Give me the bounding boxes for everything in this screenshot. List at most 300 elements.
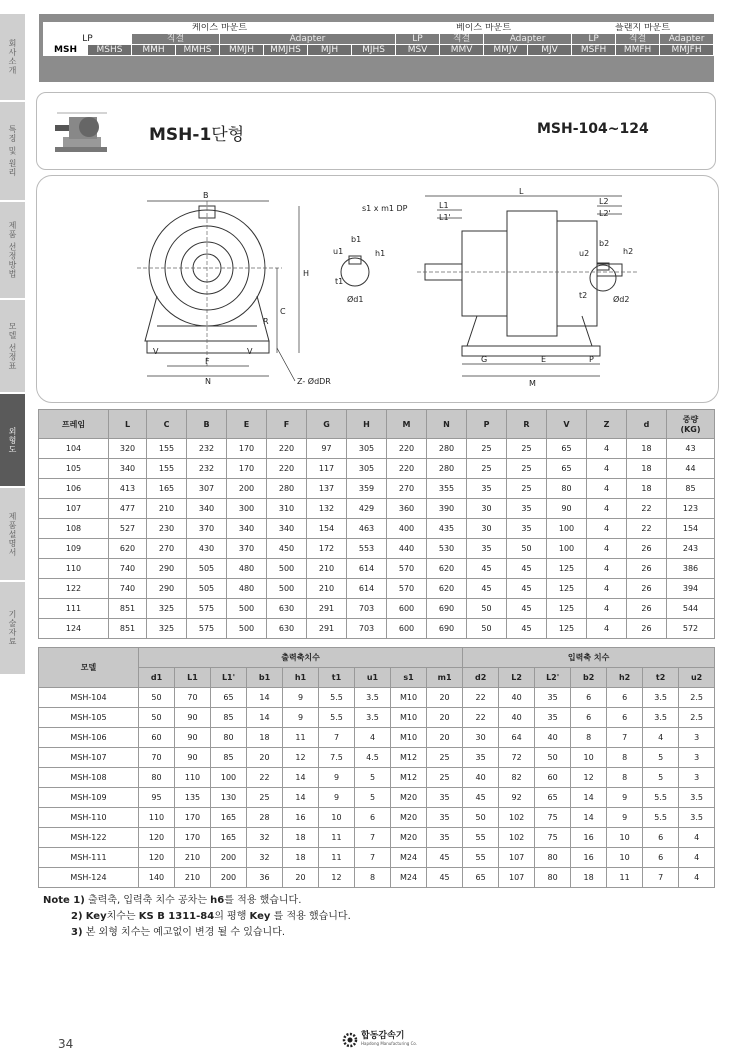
nav-model-mmjv[interactable]: MMJV <box>484 45 528 56</box>
column-header: L <box>109 410 147 439</box>
table-cell: 340 <box>187 499 227 519</box>
gear-logo-icon <box>342 1032 358 1048</box>
table-cell: 6 <box>607 708 643 728</box>
nav-flange-lp[interactable]: LP <box>572 34 616 45</box>
table-cell: 243 <box>667 539 715 559</box>
table-cell: 232 <box>187 459 227 479</box>
dim-label: Ød2 <box>613 295 630 304</box>
table-cell: 32 <box>247 828 283 848</box>
nav-base-adapter[interactable]: Adapter <box>484 34 572 45</box>
dim-label: R <box>263 317 269 326</box>
nav-base-direct[interactable]: 직결 <box>440 34 484 45</box>
table-row <box>39 728 715 748</box>
table-cell: MSH-109 <box>39 788 139 808</box>
table-row <box>39 539 715 559</box>
note-1: Note 1) 출력축, 입력축 치수 공차는 h6를 적용 했습니다. <box>43 895 302 906</box>
table-cell: 270 <box>387 479 427 499</box>
dim-label: u2 <box>579 249 590 258</box>
table-cell: 3.5 <box>643 708 679 728</box>
table-cell: M20 <box>391 808 427 828</box>
table-cell: 22 <box>627 499 667 519</box>
table-cell: 65 <box>547 459 587 479</box>
table-cell: 45 <box>507 619 547 639</box>
nav-case-direct[interactable]: 직결 <box>132 34 220 45</box>
table-cell: 165 <box>211 828 247 848</box>
dim-label: H <box>303 269 310 278</box>
dim-label: Z- ØdDR <box>297 377 331 386</box>
table-cell: 600 <box>387 599 427 619</box>
side-tab-outline[interactable]: 외형도 <box>0 394 25 488</box>
table-cell: 4 <box>587 599 627 619</box>
table-cell: 25 <box>507 479 547 499</box>
table-cell: MSH-108 <box>39 768 139 788</box>
frame-dimension-table <box>38 409 715 639</box>
table-cell: 18 <box>283 828 319 848</box>
table-cell: 360 <box>387 499 427 519</box>
table-cell: 18 <box>247 728 283 748</box>
table-cell: 90 <box>547 499 587 519</box>
input-shaft-header: 입력축 치수 <box>463 648 715 668</box>
table-cell: 6 <box>607 688 643 708</box>
table-cell: 18 <box>283 848 319 868</box>
dim-label: u1 <box>333 247 344 256</box>
model-nav <box>43 22 714 56</box>
table-cell: 4 <box>587 499 627 519</box>
table-cell: 20 <box>283 868 319 888</box>
table-cell: 7 <box>607 728 643 748</box>
nav-model-mmjfh[interactable]: MMJFH <box>660 45 714 56</box>
table-row <box>39 688 715 708</box>
table-cell: 170 <box>227 439 267 459</box>
column-header: R <box>507 410 547 439</box>
table-cell: 165 <box>147 479 187 499</box>
nav-case-lp[interactable]: LP <box>44 34 132 45</box>
table-cell: 572 <box>667 619 715 639</box>
table-cell: 97 <box>307 439 347 459</box>
table-cell: 130 <box>211 788 247 808</box>
table-cell: 210 <box>175 848 211 868</box>
table-cell: 40 <box>535 728 571 748</box>
table-cell: 3.5 <box>643 688 679 708</box>
table-cell: 125 <box>547 559 587 579</box>
note-2: 2) Key치수는 KS B 1311-84의 평행 Key 를 적용 했습니다. <box>71 911 351 922</box>
table-cell: 50 <box>139 708 175 728</box>
table-cell: 140 <box>139 868 175 888</box>
table-row <box>39 768 715 788</box>
table-cell: 8 <box>607 748 643 768</box>
column-header: d <box>627 410 667 439</box>
table-cell: 614 <box>347 559 387 579</box>
side-tab-company[interactable]: 회사소개 <box>0 14 25 102</box>
table-cell: 85 <box>211 708 247 728</box>
table-cell: 120 <box>139 828 175 848</box>
table-cell: 82 <box>499 768 535 788</box>
table-cell: 35 <box>427 788 463 808</box>
table-cell: 500 <box>267 559 307 579</box>
table-cell: 155 <box>147 459 187 479</box>
table-cell: 2.5 <box>679 688 715 708</box>
table-cell: 370 <box>227 539 267 559</box>
table-cell: M12 <box>391 748 427 768</box>
dim-label: L1 <box>439 201 449 210</box>
dim-label: Ød1 <box>347 295 364 304</box>
column-header: m1 <box>427 668 463 688</box>
table-cell: 4 <box>679 828 715 848</box>
table-cell: 30 <box>463 728 499 748</box>
table-cell: 40 <box>499 688 535 708</box>
table-cell: 3 <box>679 728 715 748</box>
table-cell: 9 <box>607 788 643 808</box>
table-cell: 72 <box>499 748 535 768</box>
table-cell: 60 <box>139 728 175 748</box>
table-cell: 530 <box>427 539 467 559</box>
table-cell: 55 <box>463 848 499 868</box>
page-title: MSH-1단형 <box>149 125 245 145</box>
table-cell: 80 <box>211 728 247 748</box>
table-cell: 170 <box>227 459 267 479</box>
table-cell: 12 <box>571 768 607 788</box>
table-cell: 851 <box>109 599 147 619</box>
table-cell: 14 <box>571 788 607 808</box>
table-cell: 124 <box>39 619 109 639</box>
table-cell: M10 <box>391 708 427 728</box>
table-cell: 370 <box>187 519 227 539</box>
table-cell: 7 <box>355 848 391 868</box>
table-cell: 14 <box>247 708 283 728</box>
table-cell: 18 <box>627 439 667 459</box>
table-cell: 7.5 <box>319 748 355 768</box>
table-cell: 4 <box>587 439 627 459</box>
table-cell: 307 <box>187 479 227 499</box>
table-cell: 107 <box>39 499 109 519</box>
table-cell: 26 <box>627 579 667 599</box>
table-cell: 5.5 <box>319 688 355 708</box>
table-cell: 45 <box>467 559 507 579</box>
table-cell: 340 <box>267 519 307 539</box>
column-header: V <box>547 410 587 439</box>
table-cell: 35 <box>467 539 507 559</box>
column-header: 프레임 <box>39 410 109 439</box>
table-cell: 325 <box>147 619 187 639</box>
nav-model-mmv[interactable]: MMV <box>440 45 484 56</box>
dim-label: b1 <box>351 235 362 244</box>
table-cell: 35 <box>507 519 547 539</box>
table-cell: 430 <box>187 539 227 559</box>
table-cell: 4 <box>587 479 627 499</box>
table-cell: 630 <box>267 619 307 639</box>
table-cell: 3.5 <box>355 688 391 708</box>
table-cell: 50 <box>467 599 507 619</box>
table-cell: 291 <box>307 619 347 639</box>
table-cell: 16 <box>571 848 607 868</box>
dim-label: t2 <box>579 291 588 300</box>
table-cell: 477 <box>109 499 147 519</box>
table-cell: 35 <box>507 499 547 519</box>
table-cell: 30 <box>467 519 507 539</box>
nav-model-mmfh[interactable]: MMFH <box>616 45 660 56</box>
table-cell: 154 <box>667 519 715 539</box>
table-cell: 4.5 <box>355 748 391 768</box>
table-cell: 394 <box>667 579 715 599</box>
table-cell: 14 <box>283 768 319 788</box>
side-tab-selection[interactable]: 제품 선정방법 <box>0 202 25 300</box>
table-cell: 8 <box>607 768 643 788</box>
table-cell: 20 <box>427 688 463 708</box>
table-cell: 65 <box>535 788 571 808</box>
table-cell: 35 <box>427 808 463 828</box>
nav-model-mjh[interactable]: MJH <box>308 45 352 56</box>
table-cell: 200 <box>227 479 267 499</box>
side-tab-model-table[interactable]: 모델 선정표 <box>0 300 25 394</box>
table-header-row <box>39 410 715 439</box>
dim-label: N <box>205 377 211 386</box>
table-cell: 45 <box>427 868 463 888</box>
table-cell: 11 <box>319 828 355 848</box>
table-cell: 305 <box>347 439 387 459</box>
table-cell: 480 <box>227 579 267 599</box>
table-cell: 11 <box>319 848 355 868</box>
nav-flange-mount[interactable]: 플랜지 마운트 <box>572 23 714 34</box>
table-cell: 3 <box>679 768 715 788</box>
reducer-thumbnail-icon <box>51 105 113 157</box>
table-cell: 170 <box>175 808 211 828</box>
table-cell: 8 <box>355 868 391 888</box>
table-cell: 55 <box>463 828 499 848</box>
table-cell: 105 <box>39 459 109 479</box>
notes <box>43 893 351 941</box>
table-cell: 85 <box>211 748 247 768</box>
table-cell: MSH-124 <box>39 868 139 888</box>
column-header: L2' <box>535 668 571 688</box>
table-cell: 90 <box>175 748 211 768</box>
nav-case-mount[interactable]: 케이스 마운트 <box>44 23 396 34</box>
dim-label: t1 <box>335 277 344 286</box>
table-cell: 40 <box>499 708 535 728</box>
table-row <box>39 499 715 519</box>
column-header: h2 <box>607 668 643 688</box>
table-cell: 4 <box>587 559 627 579</box>
dim-label: P <box>589 355 594 364</box>
table-cell: 210 <box>147 499 187 519</box>
table-cell: 44 <box>667 459 715 479</box>
table-cell: 22 <box>463 708 499 728</box>
table-cell: 310 <box>267 499 307 519</box>
dim-label: h2 <box>623 247 634 256</box>
nav-model-mmjhs[interactable]: MMJHS <box>264 45 308 56</box>
table-cell: 25 <box>507 459 547 479</box>
table-cell: 500 <box>227 619 267 639</box>
table-cell: 290 <box>147 579 187 599</box>
table-cell: 80 <box>139 768 175 788</box>
table-cell: 280 <box>267 479 307 499</box>
dim-label: V <box>153 347 159 356</box>
table-cell: 320 <box>109 439 147 459</box>
table-cell: MSH-104 <box>39 688 139 708</box>
table-row <box>39 868 715 888</box>
table-cell: 90 <box>175 708 211 728</box>
table-cell: 300 <box>227 499 267 519</box>
table-cell: MSH-122 <box>39 828 139 848</box>
shaft-dimension-table <box>38 647 715 888</box>
table-cell: 4 <box>679 848 715 868</box>
table-cell: 3 <box>679 748 715 768</box>
table-row <box>39 708 715 728</box>
table-cell: 740 <box>109 579 147 599</box>
table-cell: 109 <box>39 539 109 559</box>
table-cell: 16 <box>571 828 607 848</box>
table-cell: 170 <box>175 828 211 848</box>
table-cell: 620 <box>427 559 467 579</box>
table-cell: 570 <box>387 579 427 599</box>
table-cell: 165 <box>211 808 247 828</box>
nav-model-mmhs[interactable]: MMHS <box>176 45 220 56</box>
table-cell: 220 <box>267 459 307 479</box>
table-cell: M24 <box>391 868 427 888</box>
table-cell: 5.5 <box>643 808 679 828</box>
table-cell: 172 <box>307 539 347 559</box>
table-cell: 65 <box>211 688 247 708</box>
nav-base-mount[interactable]: 베이스 마운트 <box>396 23 572 34</box>
table-cell: 35 <box>463 748 499 768</box>
side-tab-features[interactable]: 특징 및 원리 <box>0 102 25 202</box>
table-cell: 7 <box>643 868 679 888</box>
table-cell: 117 <box>307 459 347 479</box>
nav-flange-adapter[interactable]: Adapter <box>660 34 714 45</box>
table-cell: 7 <box>355 828 391 848</box>
column-header: L1 <box>175 668 211 688</box>
table-cell: 4 <box>587 579 627 599</box>
dim-label: G <box>481 355 488 364</box>
table-cell: 20 <box>427 728 463 748</box>
table-cell: 200 <box>211 848 247 868</box>
nav-model-msh[interactable]: MSH <box>44 45 88 56</box>
table-cell: 137 <box>307 479 347 499</box>
table-cell: 4 <box>587 459 627 479</box>
table-cell: 600 <box>387 619 427 639</box>
table-cell: 16 <box>283 808 319 828</box>
nav-model-mmh[interactable]: MMH <box>132 45 176 56</box>
nav-model-msfh[interactable]: MSFH <box>572 45 616 56</box>
table-cell: 104 <box>39 439 109 459</box>
table-cell: 6 <box>643 848 679 868</box>
table-cell: 429 <box>347 499 387 519</box>
table-cell: 386 <box>667 559 715 579</box>
table-cell: 230 <box>147 519 187 539</box>
table-cell: 80 <box>547 479 587 499</box>
table-cell: 22 <box>627 519 667 539</box>
table-cell: 36 <box>247 868 283 888</box>
table-cell: 85 <box>667 479 715 499</box>
table-cell: 527 <box>109 519 147 539</box>
dim-label: L1' <box>439 213 451 222</box>
column-header: Z <box>587 410 627 439</box>
table-cell: 280 <box>427 459 467 479</box>
model-header: 모델 <box>39 648 139 688</box>
column-header: M <box>387 410 427 439</box>
table-cell: 575 <box>187 619 227 639</box>
nav-case-adapter[interactable]: Adapter <box>220 34 396 45</box>
nav-model-mjv[interactable]: MJV <box>528 45 572 56</box>
table-cell: 22 <box>463 688 499 708</box>
table-cell: 9 <box>283 688 319 708</box>
nav-model-mmjh[interactable]: MMJH <box>220 45 264 56</box>
table-cell: 400 <box>387 519 427 539</box>
table-cell: 35 <box>535 708 571 728</box>
table-cell: 100 <box>547 539 587 559</box>
table-cell: 220 <box>387 439 427 459</box>
nav-model-mjhs[interactable]: MJHS <box>352 45 396 56</box>
table-cell: 110 <box>39 559 109 579</box>
table-cell: 210 <box>175 868 211 888</box>
column-header: G <box>307 410 347 439</box>
table-cell: 107 <box>499 868 535 888</box>
table-cell: 50 <box>467 619 507 639</box>
table-cell: 25 <box>427 748 463 768</box>
table-cell: 22 <box>247 768 283 788</box>
table-cell: 110 <box>175 768 211 788</box>
table-cell: 10 <box>607 828 643 848</box>
table-cell: 60 <box>535 768 571 788</box>
column-header: L1' <box>211 668 247 688</box>
table-cell: 10 <box>571 748 607 768</box>
table-cell: 6 <box>571 688 607 708</box>
table-cell: 210 <box>307 579 347 599</box>
nav-base-lp[interactable]: LP <box>396 34 440 45</box>
table-cell: 6 <box>571 708 607 728</box>
column-header: b1 <box>247 668 283 688</box>
table-cell: 111 <box>39 599 109 619</box>
table-row <box>39 808 715 828</box>
table-cell: 505 <box>187 559 227 579</box>
table-cell: 70 <box>139 748 175 768</box>
table-cell: 25 <box>427 768 463 788</box>
table-cell: 4 <box>587 539 627 559</box>
table-cell: 45 <box>463 788 499 808</box>
table-cell: 65 <box>463 868 499 888</box>
table-cell: 100 <box>547 519 587 539</box>
table-cell: 6 <box>355 808 391 828</box>
table-cell: 14 <box>247 688 283 708</box>
table-row <box>39 459 715 479</box>
column-header: F <box>267 410 307 439</box>
table-row <box>39 559 715 579</box>
table-cell: 50 <box>535 748 571 768</box>
column-header: B <box>187 410 227 439</box>
table-cell: 4 <box>643 728 679 748</box>
table-cell: 413 <box>109 479 147 499</box>
nav-model-msv[interactable]: MSV <box>396 45 440 56</box>
column-header: t2 <box>643 668 679 688</box>
table-cell: 3.5 <box>679 788 715 808</box>
column-header: d1 <box>139 668 175 688</box>
table-cell: 102 <box>499 808 535 828</box>
table-cell: 9 <box>319 788 355 808</box>
side-tab-manual[interactable]: 제품설명서 <box>0 488 25 582</box>
table-cell: 123 <box>667 499 715 519</box>
table-cell: 45 <box>507 579 547 599</box>
table-cell: 703 <box>347 599 387 619</box>
table-cell: 43 <box>667 439 715 459</box>
table-cell: 25 <box>507 439 547 459</box>
table-cell: 450 <box>267 539 307 559</box>
nav-flange-direct[interactable]: 직결 <box>616 34 660 45</box>
side-tab-tech[interactable]: 기술자료 <box>0 582 25 676</box>
table-row <box>39 519 715 539</box>
table-cell: 690 <box>427 599 467 619</box>
nav-model-mshs[interactable]: MSHS <box>88 45 132 56</box>
table-cell: 703 <box>347 619 387 639</box>
dim-label: V <box>247 347 253 356</box>
